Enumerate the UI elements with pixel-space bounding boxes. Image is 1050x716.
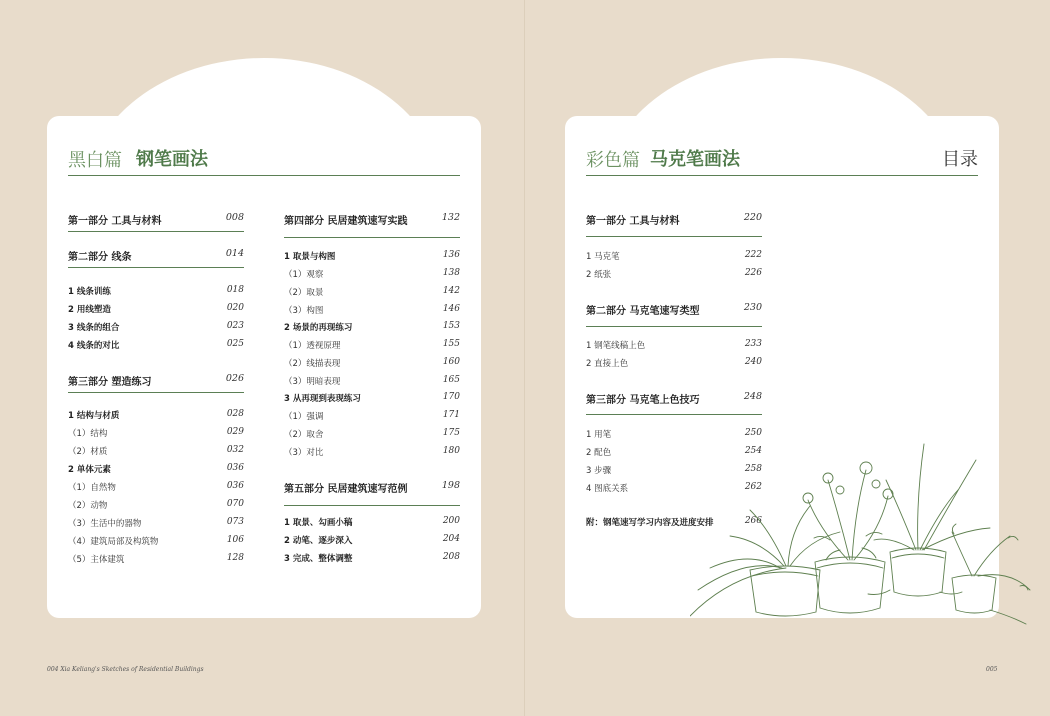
item-label: （2）取舍: [284, 430, 324, 440]
left-section-kind: 黑白篇: [68, 150, 122, 171]
left-section-header: [68, 146, 460, 176]
item-page: 240: [744, 357, 762, 367]
left-folio: 004 Xia Keliang's Sketches of Residential Buildings: [47, 666, 204, 673]
item-page: 153: [442, 321, 460, 331]
item-page: 170: [442, 392, 460, 402]
item-page: 106: [226, 535, 244, 545]
part-title: 第一部分 工具与材料: [68, 216, 162, 227]
item-label: 1 线条训练: [68, 287, 111, 297]
item-page: 023: [226, 321, 244, 331]
toc-item[interactable]: [586, 357, 762, 371]
toc-item[interactable]: [284, 375, 460, 389]
item-label: （2）取景: [284, 288, 324, 298]
toc-item[interactable]: [284, 268, 460, 282]
item-page: 073: [226, 517, 244, 527]
toc-item[interactable]: [284, 392, 460, 406]
toc-part[interactable]: [284, 212, 460, 238]
item-label: 3 步骤: [586, 466, 612, 476]
item-label: 1 取景、勾画小稿: [284, 518, 353, 528]
toc-item[interactable]: [284, 286, 460, 300]
right-section-header: [586, 146, 978, 176]
toc-item[interactable]: [284, 250, 460, 264]
item-label: （1）强调: [284, 412, 324, 422]
item-label: （3）构图: [284, 306, 324, 316]
toc-item[interactable]: [68, 517, 244, 531]
item-label: 1 马克笔: [586, 252, 620, 262]
part-page: 026: [225, 373, 244, 384]
toc-item[interactable]: [68, 409, 244, 423]
part-title: 第三部分 马克笔上色技巧: [586, 395, 700, 406]
part-title: 第五部分 民居建筑速写范例: [284, 484, 408, 495]
toc-item[interactable]: [284, 534, 460, 548]
toc-item[interactable]: [68, 463, 244, 477]
toc-item[interactable]: [68, 321, 244, 335]
item-page: 128: [226, 553, 244, 563]
part-page: 248: [743, 391, 762, 402]
item-page: 025: [226, 339, 244, 349]
item-label: （5）主体建筑: [68, 555, 125, 565]
item-label: 2 单体元素: [68, 465, 111, 475]
left-section-title: 钢笔画法: [136, 149, 208, 170]
part-page: 132: [441, 212, 460, 223]
toc-part[interactable]: [68, 373, 244, 393]
item-page: 155: [442, 339, 460, 349]
book-gutter: [524, 0, 525, 716]
item-label: 3 从再现到表现练习: [284, 394, 361, 404]
item-label: 1 用笔: [586, 430, 612, 440]
part-title: 第四部分 民居建筑速写实践: [284, 216, 408, 227]
toc-item[interactable]: [284, 410, 460, 424]
item-label: （3）生活中的器物: [68, 519, 142, 529]
toc-item[interactable]: [68, 499, 244, 513]
item-label: 2 配色: [586, 448, 612, 458]
toc-item[interactable]: [284, 446, 460, 460]
item-label: （4）建筑局部及构筑物: [68, 537, 159, 547]
item-page: 175: [442, 428, 460, 438]
toc-item[interactable]: [68, 303, 244, 317]
appendix-page: 266: [744, 516, 762, 526]
item-label: （1）自然物: [68, 483, 116, 493]
item-page: 142: [442, 286, 460, 296]
toc-heading: 目录: [942, 149, 978, 170]
item-page: 136: [442, 250, 460, 260]
toc-part[interactable]: [586, 302, 762, 327]
item-page: 226: [744, 268, 762, 278]
item-page: 036: [226, 481, 244, 491]
part-page: 230: [743, 302, 762, 313]
item-page: 233: [744, 339, 762, 349]
part-title: 第二部分 马克笔速写类型: [586, 306, 700, 317]
toc-item[interactable]: [68, 481, 244, 495]
appendix-label: 附：钢笔速写学习内容及进度安排: [586, 518, 714, 528]
item-page: 262: [744, 482, 762, 492]
toc-item[interactable]: [284, 516, 460, 530]
toc-item[interactable]: [68, 285, 244, 299]
item-page: 258: [744, 464, 762, 474]
item-label: 1 结构与材质: [68, 411, 120, 421]
item-label: （3）明暗表现: [284, 377, 341, 387]
toc-part[interactable]: [68, 248, 244, 268]
right-section-kind: 彩色篇: [586, 150, 640, 171]
item-label: 4 线条的对比: [68, 341, 120, 351]
part-page: 008: [225, 212, 244, 223]
item-page: 204: [442, 534, 460, 544]
item-page: 180: [442, 446, 460, 456]
item-page: 018: [226, 285, 244, 295]
item-label: 2 纸张: [586, 270, 612, 280]
item-label: （3）对比: [284, 448, 324, 458]
item-page: 138: [442, 268, 460, 278]
item-label: 2 直接上色: [586, 359, 629, 369]
item-label: （2）动物: [68, 501, 108, 511]
part-page: 198: [441, 480, 460, 491]
toc-item[interactable]: [68, 553, 244, 567]
toc-item[interactable]: [68, 427, 244, 441]
item-label: 3 完成、整体调整: [284, 554, 353, 564]
toc-item[interactable]: [284, 339, 460, 353]
item-page: 200: [442, 516, 460, 526]
toc-item[interactable]: [68, 535, 244, 549]
item-label: 3 线条的组合: [68, 323, 120, 333]
item-page: 028: [226, 409, 244, 419]
item-label: （1）透视原理: [284, 341, 341, 351]
item-label: （1）观察: [284, 270, 324, 280]
item-page: 036: [226, 463, 244, 473]
toc-item[interactable]: [284, 321, 460, 335]
toc-item[interactable]: [586, 339, 762, 353]
toc-item[interactable]: [284, 357, 460, 371]
part-page: 220: [743, 212, 762, 223]
item-label: 1 取景与构图: [284, 252, 336, 262]
item-page: 250: [744, 428, 762, 438]
item-label: （1）结构: [68, 429, 108, 439]
item-page: 208: [442, 552, 460, 562]
item-page: 254: [744, 446, 762, 456]
item-label: （2）材质: [68, 447, 108, 457]
item-page: 222: [744, 250, 762, 260]
potted-plants-illustration: [690, 440, 1040, 630]
toc-item[interactable]: [284, 552, 460, 566]
part-title: 第三部分 塑造练习: [68, 377, 152, 388]
item-label: 2 动笔、逐步深入: [284, 536, 353, 546]
item-page: 070: [226, 499, 244, 509]
right-section-title: 马克笔画法: [650, 149, 740, 170]
item-page: 171: [442, 410, 460, 420]
item-page: 020: [226, 303, 244, 313]
item-page: 146: [442, 304, 460, 314]
toc-item[interactable]: [284, 304, 460, 318]
toc-item[interactable]: [68, 339, 244, 353]
toc-item[interactable]: [586, 268, 762, 282]
toc-part[interactable]: [284, 480, 460, 506]
toc-item[interactable]: [68, 445, 244, 459]
toc-part[interactable]: [68, 212, 244, 232]
part-title: 第一部分 工具与材料: [586, 216, 680, 227]
right-folio: 005: [986, 666, 998, 673]
part-page: 014: [225, 248, 244, 259]
item-page: 032: [226, 445, 244, 455]
item-label: 1 钢笔线稿上色: [586, 341, 646, 351]
item-label: 4 图底关系: [586, 484, 629, 494]
item-page: 160: [442, 357, 460, 367]
part-title: 第二部分 线条: [68, 252, 132, 263]
item-page: 165: [442, 375, 460, 385]
item-page: 029: [226, 427, 244, 437]
toc-item[interactable]: [284, 428, 460, 442]
item-label: （2）线描表现: [284, 359, 341, 369]
toc-part[interactable]: [586, 212, 762, 237]
toc-item[interactable]: [586, 250, 762, 264]
toc-part[interactable]: [586, 391, 762, 415]
item-label: 2 场景的再现练习: [284, 323, 353, 333]
item-label: 2 用线塑造: [68, 305, 111, 315]
